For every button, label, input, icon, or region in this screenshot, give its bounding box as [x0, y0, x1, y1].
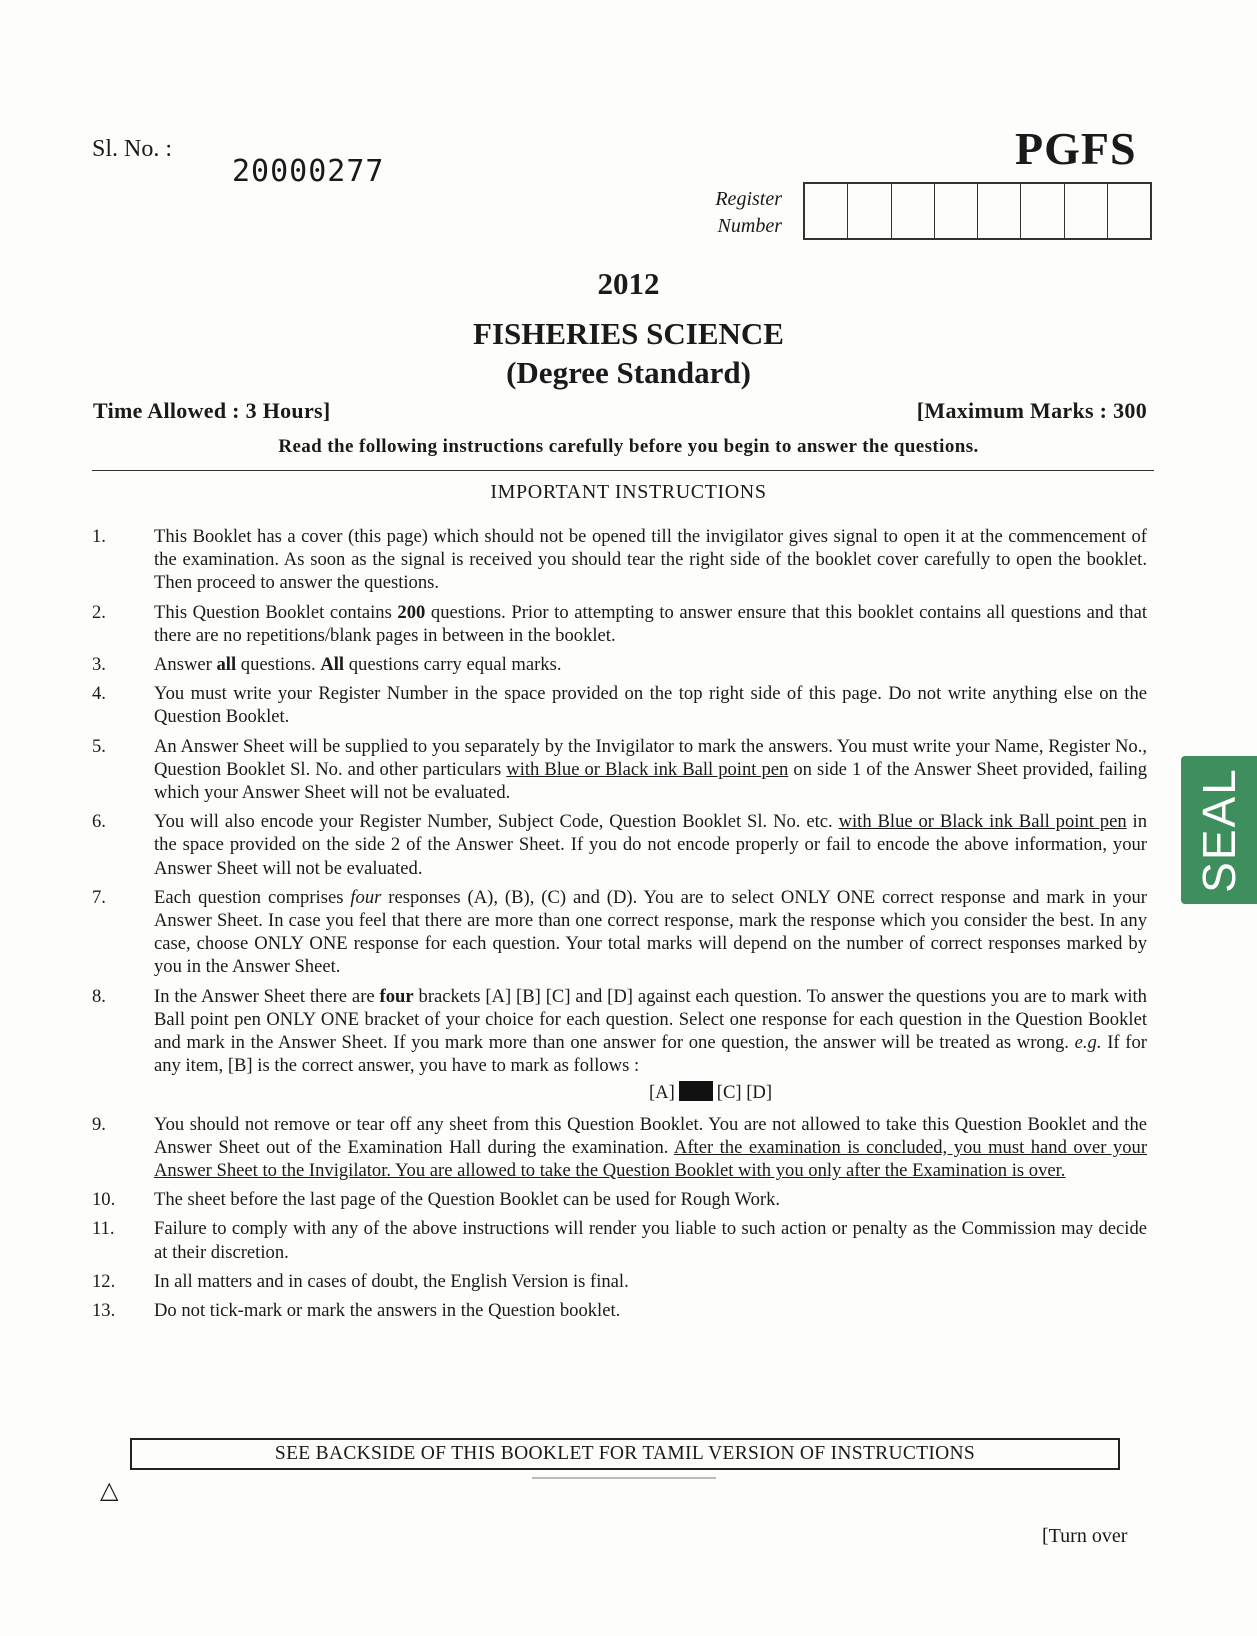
italic-run: four — [350, 886, 382, 908]
instruction-number: 3. — [92, 654, 106, 676]
seal-label: SEAL — [1193, 767, 1245, 893]
instruction-text — [154, 1113, 1147, 1183]
instruction-text: This Booklet has a cover (this page) which should not be opened till the invigilator gives signal to open it at the commencement of the examination. As soon as the signal is received you should tear the right side of the booklet cover carefully to open the booklet. Then proceed to answer the questions. — [154, 526, 1147, 594]
register-digit-box[interactable] — [848, 184, 891, 238]
subject-title: FISHERIES SCIENCE — [473, 316, 784, 351]
instruction-text — [154, 735, 1147, 805]
example-bracket-d: [D] — [746, 1082, 773, 1104]
instruction-number: 13. — [92, 1300, 116, 1322]
instruction-item — [92, 1188, 1147, 1211]
instruction-item — [92, 601, 1147, 647]
instruction-item — [92, 886, 1147, 979]
example-bracket-a: [A] — [648, 1082, 675, 1104]
instruction-item — [92, 810, 1147, 880]
register-digit-box[interactable] — [1021, 184, 1064, 238]
underlined-run: with Blue or Black ink Ball point pen — [838, 811, 1127, 833]
instruction-text: In all matters and in cases of doubt, the English Version is final. — [154, 1270, 629, 1292]
seal-tab[interactable] — [1181, 756, 1257, 904]
text-run: You will also encode your Register Number, Subject Code, Question Booklet Sl. No. etc. — [154, 811, 839, 833]
serial-number-label: Sl. No. : — [92, 136, 173, 162]
text-run: on side 1 of the Answer Sheet provided, failing which your Answer Sheet will not be evaluated. — [154, 758, 1148, 804]
text-run: questions. — [236, 654, 321, 676]
divider — [92, 470, 1154, 471]
answer-marking-example — [154, 1081, 1147, 1104]
maximum-marks: [Maximum Marks : 300 — [916, 398, 1147, 423]
instruction-number: 10. — [92, 1189, 116, 1211]
text-run: brackets [A] [B] [C] and [D] against each question. To answer the questions you are to mark with Ball point pen ONLY ONE bracket of your choice for each question. Select one response for each question in the Question Booklet and mark in the Answer Sheet. If you mark more than one answer for one question, the answer will be treated as wrong. — [154, 985, 1147, 1054]
faint-divider — [532, 1477, 716, 1479]
register-number-boxes[interactable] — [803, 182, 1152, 240]
italic-run: e.g. — [1074, 1032, 1102, 1054]
instruction-number: 7. — [92, 886, 106, 908]
degree-standard: (Degree Standard) — [506, 355, 751, 390]
important-instructions-heading: IMPORTANT INSTRUCTIONS — [490, 481, 767, 503]
instruction-text: You must write your Register Number in the space provided on the top right side of this page. Do not write anything else on the Question Booklet. — [154, 683, 1147, 728]
paper-code: PGFS — [1015, 123, 1137, 174]
instruction-number: 5. — [92, 735, 106, 757]
exam-year: 2012 — [597, 266, 660, 301]
text-run: questions. Prior to attempting to answer ensure that this booklet contains all questions and that there are no repetitions/blank pages in between in the booklet. — [154, 601, 1147, 646]
register-digit-box[interactable] — [1108, 184, 1150, 238]
instruction-item — [92, 1299, 1147, 1322]
text-run: responses (A), (B), (C) and (D). You are to select ONLY ONE correct response and mark in your Answer Sheet. In case you feel that there are more than one correct response, mark the response which you consider the best. In any case, choose ONLY ONE response for each question. Your total marks will depend on the number of correct responses marked by you in the Answer Sheet. — [154, 886, 1147, 978]
register-label-line1: Register — [715, 188, 782, 210]
instruction-number: 11. — [92, 1218, 115, 1240]
instruction-text — [154, 601, 1147, 647]
instruction-number: 4. — [92, 683, 106, 705]
register-number-label — [690, 186, 782, 240]
instruction-text — [154, 810, 1147, 880]
instruction-number: 12. — [92, 1270, 116, 1292]
text-run: If for any item, [B] is the correct answer, you have to mark as follows : — [154, 1032, 1147, 1077]
instruction-text — [154, 985, 1147, 1107]
text-run: An Answer Sheet will be supplied to you separately by the Invigilator to mark the answers. You must write your Name, Register No., Question Booklet Sl. No. and other particulars — [154, 735, 1147, 780]
turn-over-note: [Turn over — [1042, 1525, 1128, 1547]
triangle-icon: △ — [100, 1478, 119, 1504]
instruction-item — [92, 735, 1147, 805]
instruction-number: 2. — [92, 601, 106, 623]
example-bracket-c: [C] — [716, 1082, 742, 1104]
register-label-line2: Number — [717, 215, 782, 237]
instructions-list — [92, 525, 1147, 1328]
instruction-item — [92, 1113, 1147, 1183]
register-digit-box[interactable] — [978, 184, 1021, 238]
text-run: Answer — [154, 654, 217, 676]
instruction-text — [154, 886, 1147, 979]
text-run: This Question Booklet contains — [154, 601, 398, 623]
register-digit-box[interactable] — [892, 184, 935, 238]
instruction-text: Failure to comply with any of the above instructions will render you liable to such action or penalty as the Commission may decide at their discretion. — [154, 1218, 1147, 1263]
instruction-number: 6. — [92, 811, 106, 833]
bold-run: four — [379, 985, 414, 1007]
instruction-item — [92, 985, 1147, 1107]
tamil-version-note: SEE BACKSIDE OF THIS BOOKLET FOR TAMIL VERSION OF INSTRUCTIONS — [130, 1438, 1120, 1470]
bold-run: 200 — [397, 601, 426, 623]
instruction-number: 1. — [92, 526, 106, 547]
instruction-item — [92, 1217, 1147, 1263]
text-run: In the Answer Sheet there are — [154, 985, 380, 1007]
serial-number-value: 20000277 — [232, 154, 385, 189]
filled-bracket-b — [679, 1081, 713, 1101]
instruction-item — [92, 525, 1147, 595]
instruction-number: 9. — [92, 1113, 106, 1135]
text-run: questions carry equal marks. — [344, 654, 562, 676]
underlined-run: After the examination is concluded, you must hand over your Answer Sheet to the Invigilator. You are allowed to take the Question Booklet with you only after the Examination is over. — [154, 1136, 1148, 1182]
instruction-text: The sheet before the last page of the Question Booklet can be used for Rough Work. — [154, 1189, 781, 1211]
time-allowed: Time Allowed : 3 Hours] — [93, 398, 331, 423]
bold-run: all — [216, 654, 237, 676]
bold-run: All — [320, 654, 345, 676]
text-run: in the space provided on the side 2 of the Answer Sheet. If you do not encode properly or fail to encode the above information, your Answer Sheet will not be evaluated. — [154, 811, 1147, 879]
instruction-item — [92, 682, 1147, 728]
register-digit-box[interactable] — [935, 184, 978, 238]
instruction-text — [154, 653, 1147, 676]
read-instructions-line: Read the following instructions carefully before you begin to answer the questions. — [278, 436, 979, 457]
instruction-text: Do not tick-mark or mark the answers in the Question booklet. — [154, 1300, 621, 1322]
register-digit-box[interactable] — [1065, 184, 1108, 238]
text-run: Each question comprises — [154, 886, 351, 908]
register-digit-box[interactable] — [805, 184, 848, 238]
instruction-number: 8. — [92, 985, 106, 1007]
underlined-run: with Blue or Black ink Ball point pen — [506, 758, 789, 780]
text-run: You should not remove or tear off any sheet from this Question Booklet. You are not allowed to take this Question Booklet and the Answer Sheet out of the Examination Hall during the examination. — [154, 1113, 1147, 1158]
instruction-item — [92, 1270, 1147, 1293]
instruction-item — [92, 653, 1147, 676]
